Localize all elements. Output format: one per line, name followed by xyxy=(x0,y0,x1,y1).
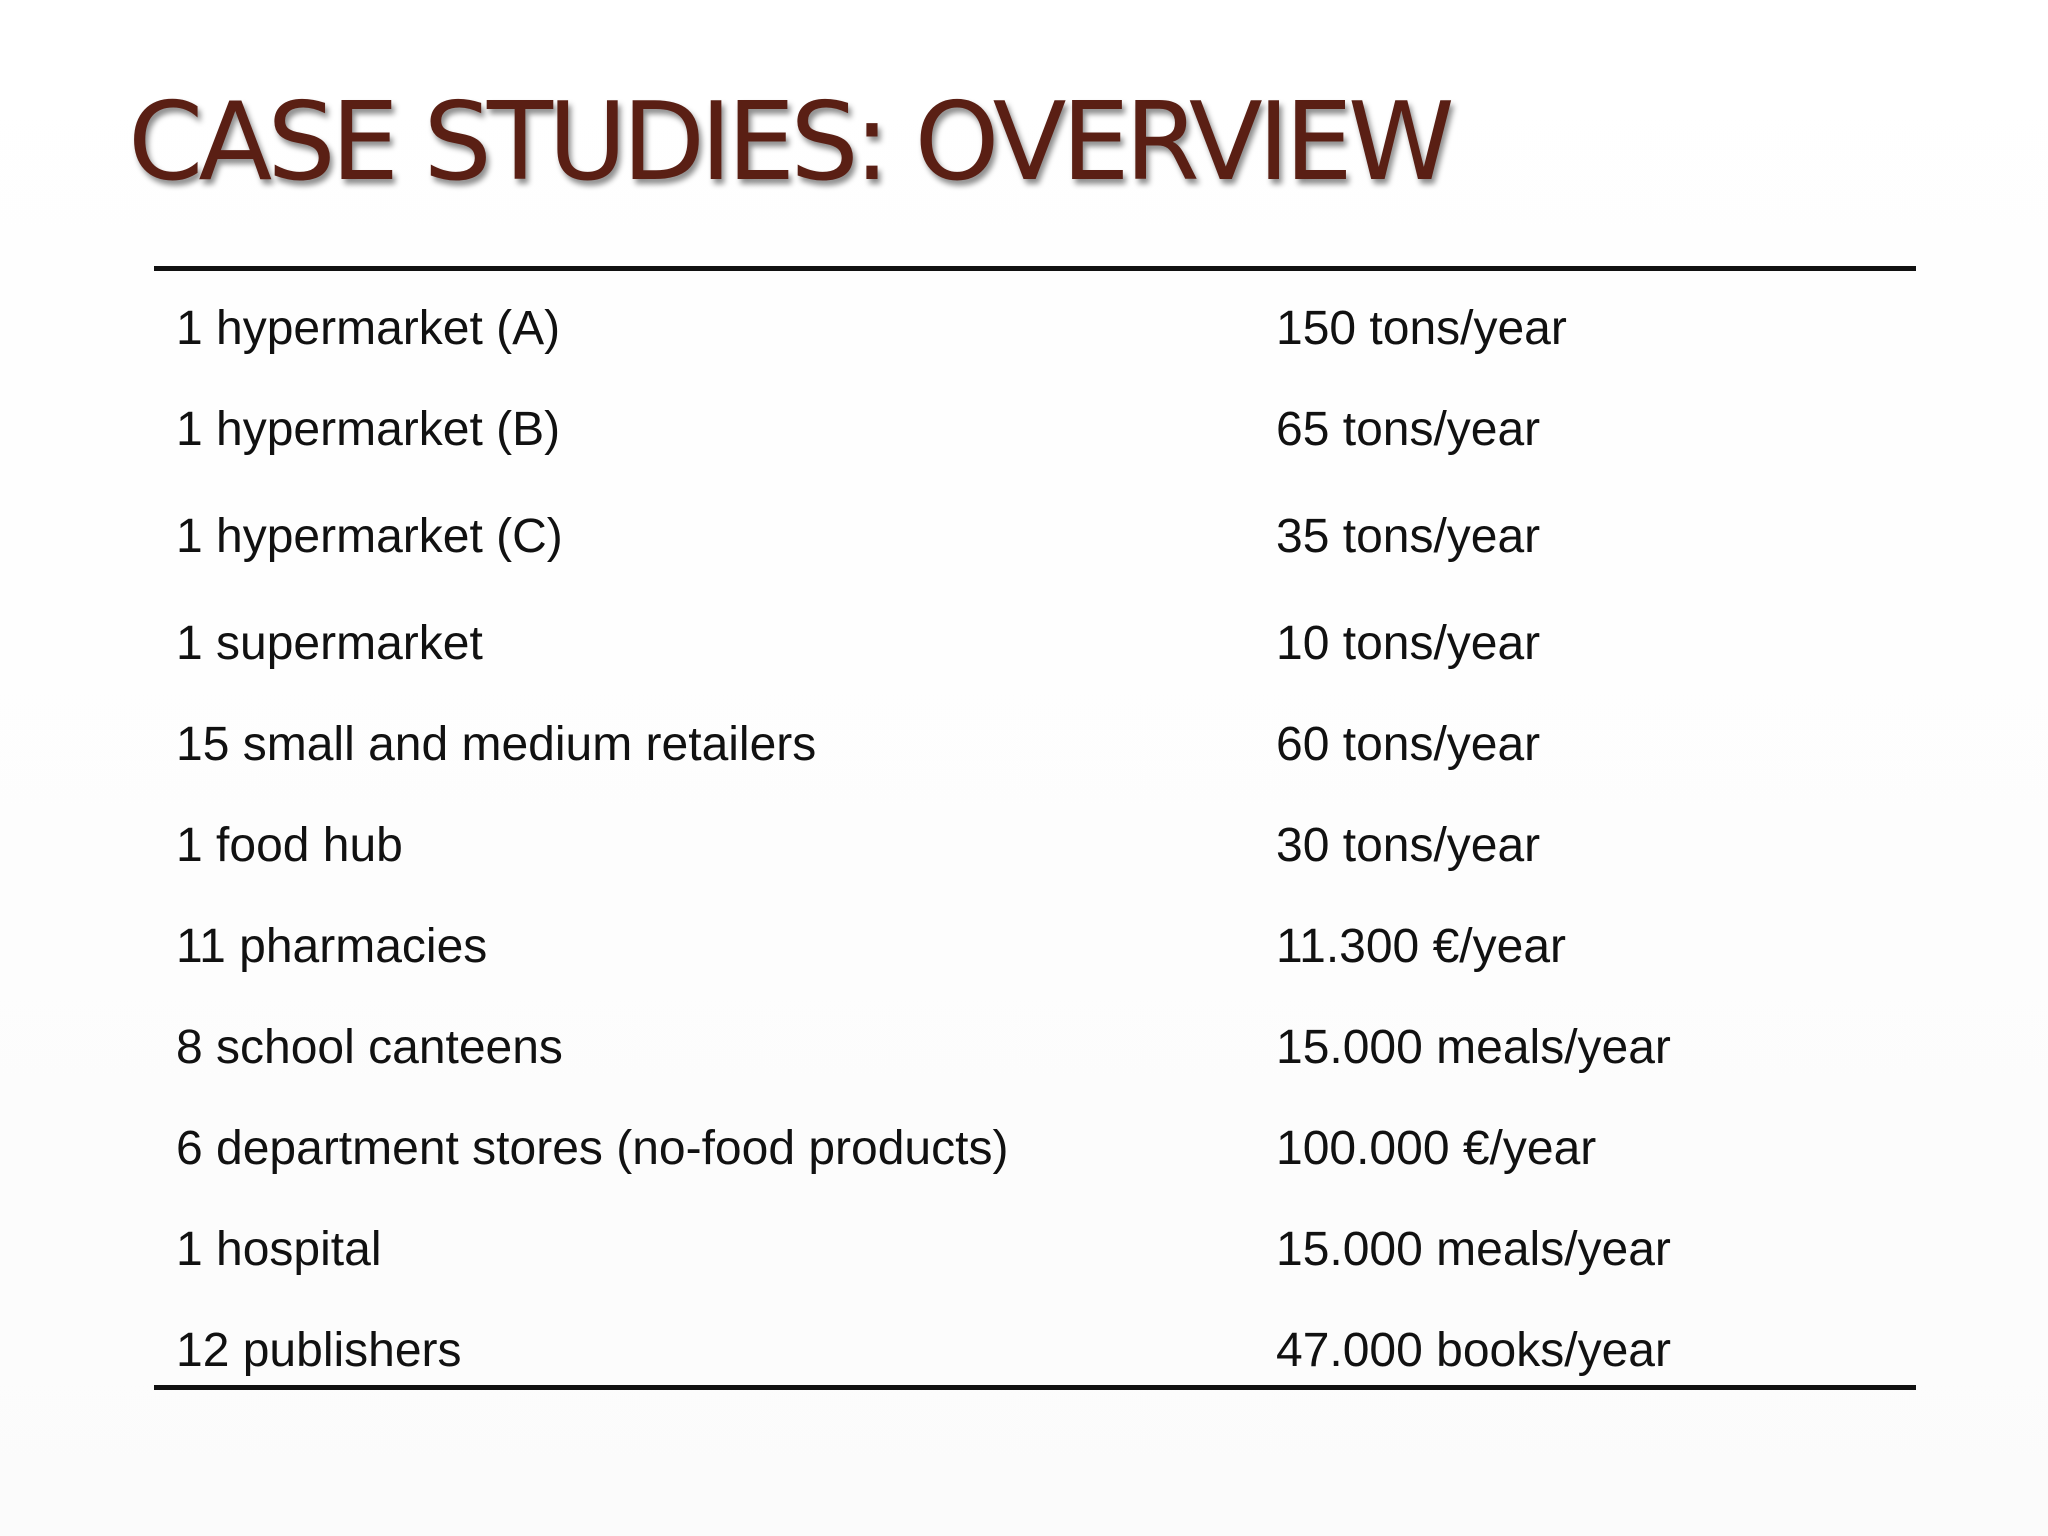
row-amount: 65 tons/year xyxy=(1276,402,1541,456)
row-amount: 30 tons/year xyxy=(1276,818,1541,872)
row-entity: 11 pharmacies xyxy=(176,919,488,973)
row-amount: 11.300 €/year xyxy=(1276,919,1566,973)
row-amount: 47.000 books/year xyxy=(1276,1323,1671,1377)
row-amount: 10 tons/year xyxy=(1276,616,1541,670)
slide-title: CASE STUDIES: OVERVIEW xyxy=(128,80,1450,205)
row-entity: 1 hypermarket (B) xyxy=(176,402,561,456)
row-entity: 15 small and medium retailers xyxy=(176,717,817,771)
table-row xyxy=(154,1098,1916,1198)
row-amount: 35 tons/year xyxy=(1276,509,1541,563)
table-bottom-rule xyxy=(154,1385,1916,1390)
table-row xyxy=(154,1199,1916,1299)
row-amount: 15.000 meals/year xyxy=(1276,1222,1671,1276)
row-entity: 8 school canteens xyxy=(176,1020,563,1074)
table-row xyxy=(154,694,1916,794)
table-row xyxy=(154,593,1916,693)
table-row xyxy=(154,795,1916,895)
row-amount: 60 tons/year xyxy=(1276,717,1541,771)
table-row xyxy=(154,997,1916,1097)
table-row xyxy=(154,896,1916,996)
table-row xyxy=(154,486,1916,586)
row-amount: 100.000 €/year xyxy=(1276,1121,1597,1175)
table-top-rule xyxy=(154,266,1916,271)
row-entity: 1 hospital xyxy=(176,1222,382,1276)
row-entity: 12 publishers xyxy=(176,1323,462,1377)
row-amount: 150 tons/year xyxy=(1276,301,1567,355)
row-entity: 1 food hub xyxy=(176,818,403,872)
row-entity: 1 hypermarket (A) xyxy=(176,301,561,355)
table-row xyxy=(154,278,1916,378)
overview-table xyxy=(154,272,1916,1384)
row-entity: 1 hypermarket (C) xyxy=(176,509,563,563)
row-amount: 15.000 meals/year xyxy=(1276,1020,1671,1074)
row-entity: 6 department stores (no-food products) xyxy=(176,1121,1009,1175)
row-entity: 1 supermarket xyxy=(176,616,483,670)
table-row xyxy=(154,379,1916,479)
